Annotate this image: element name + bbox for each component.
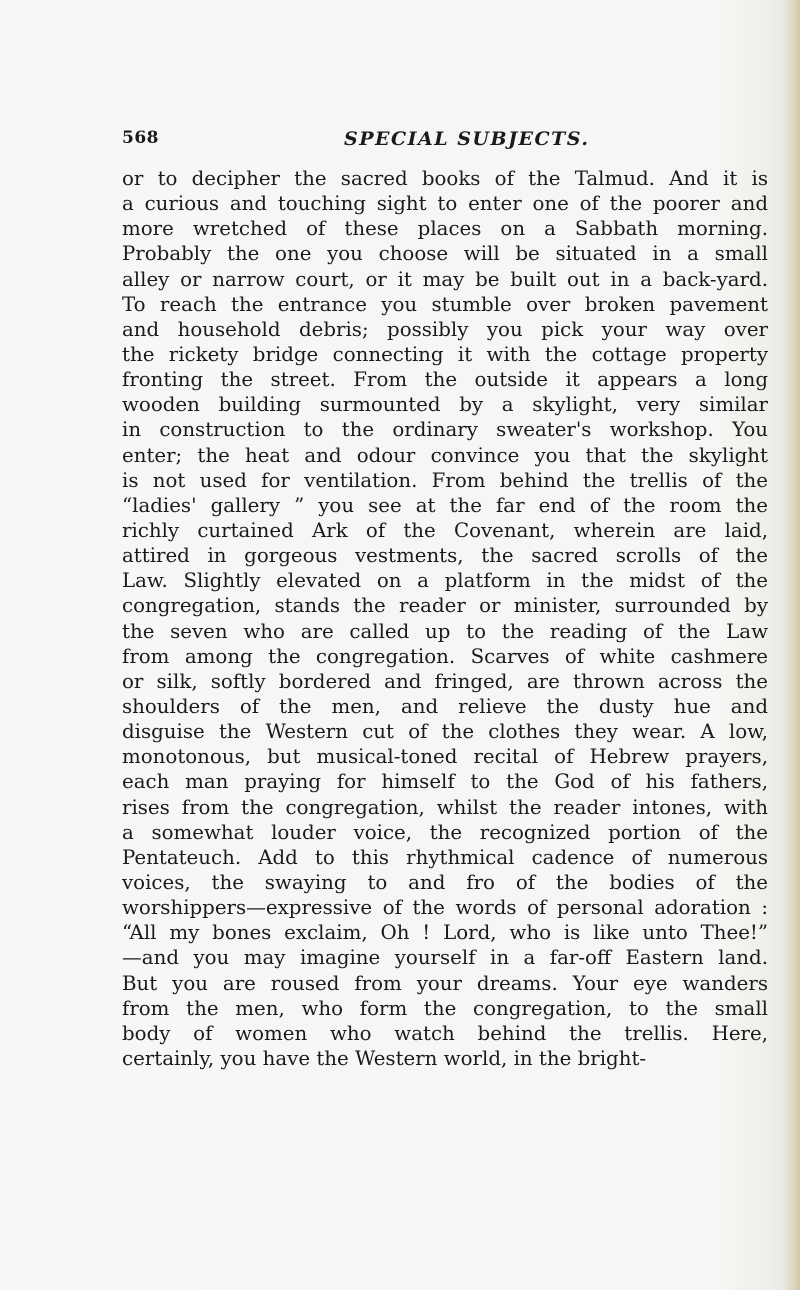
text-line: certainly, you have the Western world, in the bright- — [122, 1046, 647, 1070]
page-header — [122, 128, 762, 152]
text-line: a curious and touching sight to enter one of the poorer and — [122, 192, 768, 216]
text-line: fronting the street. From the outside it appears a long — [122, 368, 768, 392]
running-head: SPECIAL SUBJECTS. — [344, 128, 590, 150]
text-line: from among the congregation. Scarves of white cashmere — [122, 644, 768, 668]
text-line: enter; the heat and odour convince you that the skylight — [122, 443, 768, 467]
text-line: wooden building surmounted by a skylight, very similar — [122, 393, 768, 417]
text-line: To reach the entrance you stumble over broken pavement — [122, 292, 768, 316]
text-line: worshippers—expressive of the words of personal adoration : — [122, 896, 768, 920]
text-line: monotonous, but musical-toned recital of Hebrew prayers, — [122, 745, 768, 769]
text-line: each man praying for himself to the God of his fathers, — [122, 770, 768, 794]
text-line: disguise the Western cut of the clothes they wear. A low, — [122, 720, 768, 744]
text-line: or silk, softly bordered and fringed, are thrown across the — [122, 669, 768, 693]
text-line: alley or narrow court, or it may be built out in a back-yard. — [122, 267, 768, 291]
text-line: congregation, stands the reader or minister, surrounded by — [122, 594, 768, 618]
text-line: body of women who watch behind the trellis. Here, — [122, 1021, 768, 1045]
page-number: 568 — [122, 128, 159, 148]
text-line: “ladies' gallery ” you see at the far end of the room the — [122, 493, 768, 517]
text-line: the rickety bridge connecting it with the cottage property — [122, 342, 768, 366]
text-line: and household debris; possibly you pick your way over — [122, 317, 768, 341]
text-line: the seven who are called up to the reading of the Law — [122, 619, 768, 643]
text-line: or to decipher the sacred books of the Talmud. And it is — [122, 167, 768, 190]
text-line: Pentateuch. Add to this rhythmical cadence of numerous — [122, 845, 768, 869]
body-text — [122, 166, 768, 1071]
text-line: rises from the congregation, whilst the reader intones, with — [122, 795, 768, 819]
text-line: in construction to the ordinary sweater's workshop. You — [122, 418, 768, 442]
text-line: is not used for ventilation. From behind the trellis of the — [122, 468, 768, 492]
text-line: “All my bones exclaim, Oh ! Lord, who is like unto Thee!” — [122, 921, 768, 945]
text-line: Law. Slightly elevated on a platform in the midst of the — [122, 569, 768, 593]
text-line: more wretched of these places on a Sabbath morning. — [122, 217, 768, 241]
text-line: attired in gorgeous vestments, the sacred scrolls of the — [122, 544, 768, 568]
text-line: a somewhat louder voice, the recognized portion of the — [122, 820, 768, 844]
text-line: richly curtained Ark of the Covenant, wherein are laid, — [122, 518, 768, 542]
text-line: —and you may imagine yourself in a far-off Eastern land. — [122, 946, 768, 970]
page-binding-edge — [782, 0, 800, 1290]
text-line: But you are roused from your dreams. Your eye wanders — [122, 971, 768, 995]
text-line: from the men, who form the congregation, to the small — [122, 996, 768, 1020]
text-line: voices, the swaying to and fro of the bodies of the — [122, 870, 768, 894]
text-line: shoulders of the men, and relieve the dusty hue and — [122, 694, 768, 718]
text-line: Probably the one you choose will be situated in a small — [122, 242, 768, 266]
